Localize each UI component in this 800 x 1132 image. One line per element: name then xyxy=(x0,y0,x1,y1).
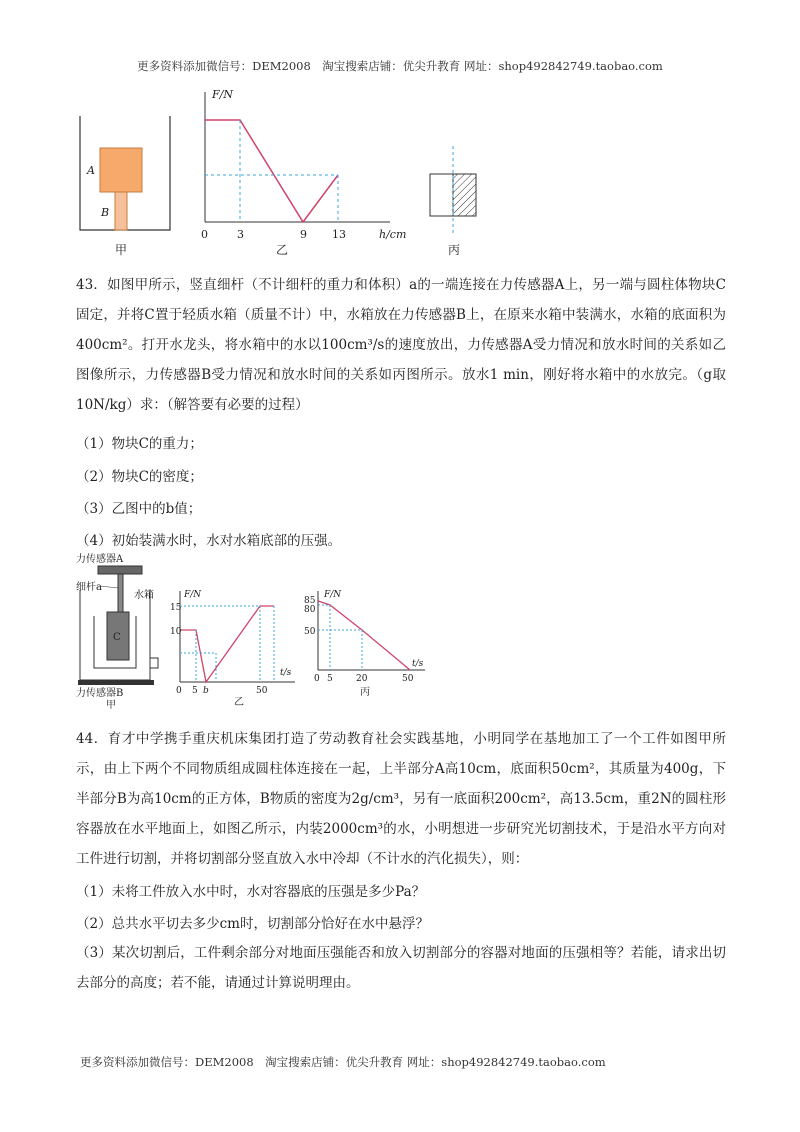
caption-bing: 丙 xyxy=(448,243,461,257)
figure-mid-yi-graph xyxy=(170,585,300,710)
q43-item-4: （4）初始装满水时，水对水箱底部的压强。 xyxy=(76,533,342,549)
figure-top-bing xyxy=(420,84,490,264)
ytick-80: 80 xyxy=(304,605,316,615)
q43-item-2: （2）物块C的密度； xyxy=(76,469,203,485)
label-sensor-b: 力传感器B xyxy=(76,688,124,699)
caption-yi: 乙 xyxy=(276,243,289,257)
q44-item-3: （3）某次切割后，工件剩余部分对地面压强能否和放入切割部分的容器对地面的压强相等？若能，请求出切去部分的高度；若不能，请通过计算说明理由。 xyxy=(76,945,726,991)
xtick-20: 20 xyxy=(356,674,368,684)
q43-text: 43．如图甲所示，竖直细杆（不计细杆的重力和体积）a的一端连接在力传感器A上，另一端与圆柱体物块C固定，并将C置于轻质水箱（质量不计）中，水箱放在力传感器B上，在原来水箱中装满水，水箱的底面积为400cm²。打开水龙头，将水箱中的水以100cm³/s的速度放出，力传感器A受力情况和放水时间的关系如乙图像所示，力传感器B受力情况和放水时间的关系如丙图所示。放水1 min，刚好将水箱中的水放完。（g取10N/kg）求：（解答要有必要的过程） xyxy=(76,277,726,413)
figure-top-jia xyxy=(70,84,180,264)
label-b: B xyxy=(101,206,110,219)
caption-mid-yi: 乙 xyxy=(234,697,244,708)
caption-jia: 甲 xyxy=(115,243,128,257)
origin: 0 xyxy=(201,228,208,241)
label-sensor-a: 力传感器A xyxy=(76,554,124,565)
page-header: 更多资料添加微信号：DEM2008 淘宝搜索店铺：优尖升教育 网址：shop492842749.taobao.com xyxy=(137,59,663,73)
q43-item-3: （3）乙图中的b值； xyxy=(76,501,202,517)
ytick-15: 15 xyxy=(170,603,182,613)
page-footer: 更多资料添加微信号：DEM2008 淘宝搜索店铺：优尖升教育 网址：shop492842749.taobao.com xyxy=(80,1055,606,1069)
ylabel: F/N xyxy=(184,590,202,600)
ytick-10: 10 xyxy=(170,627,182,637)
xtick-50: 50 xyxy=(402,674,414,684)
xtick-b: b xyxy=(203,686,209,696)
ytick-50: 50 xyxy=(304,627,316,637)
xtick-0: 0 xyxy=(176,686,182,696)
xlabel: t/s xyxy=(412,659,424,669)
label-tank: 水箱 xyxy=(134,590,154,601)
ylabel: F/N xyxy=(324,590,342,600)
q44-item-2: （2）总共水平切去多少cm时，切割部分恰好在水中悬浮？ xyxy=(76,916,429,932)
xtick-5: 5 xyxy=(327,674,333,684)
figure-top-yi-graph xyxy=(190,84,420,264)
xtick-50: 50 xyxy=(256,686,268,696)
xlabel: t/s xyxy=(280,668,292,678)
xtick-0: 0 xyxy=(314,674,320,684)
ylabel: F/N xyxy=(212,88,233,101)
q44-item-1: （1）未将工件放入水中时，水对容器底的压强是多少Pa？ xyxy=(76,884,426,900)
label-a: A xyxy=(87,164,95,177)
figure-mid-bing-graph xyxy=(300,585,430,710)
tick-13: 13 xyxy=(332,228,346,241)
ytick-85: 85 xyxy=(304,596,316,606)
tick-3: 3 xyxy=(237,228,244,241)
xtick-5: 5 xyxy=(192,686,198,696)
tick-9: 9 xyxy=(300,228,307,241)
xlabel: h/cm xyxy=(379,228,407,241)
q44-text: 44．育才中学携手重庆机床集团打造了劳动教育社会实践基地，小明同学在基地加工了一个工件如图甲所示，由上下两个不同物质组成圆柱体连接在一起，上半部分A高10cm，底面积50cm²，其质量为400g，下半部分B为高10cm的正方体，B物质的密度为2g/cm³，另有一底面积200cm²，高13.5cm，重2N的圆柱形容器放在水平地面上，如图乙所示，内装2000cm³的水，小明想进一步研究光切割技术，于是沿水平方向对工件进行切割，并将切割部分竖直放入水中冷却（不计水的汽化损失），则： xyxy=(76,731,726,867)
q43-item-1: （1）物块C的重力； xyxy=(76,436,203,452)
caption-mid-bing: 丙 xyxy=(360,687,370,698)
caption-mid-jia: 甲 xyxy=(106,700,116,711)
label-rod: 细杆a xyxy=(76,582,102,593)
figure-mid-jia xyxy=(74,550,174,710)
label-block: C xyxy=(113,632,121,643)
